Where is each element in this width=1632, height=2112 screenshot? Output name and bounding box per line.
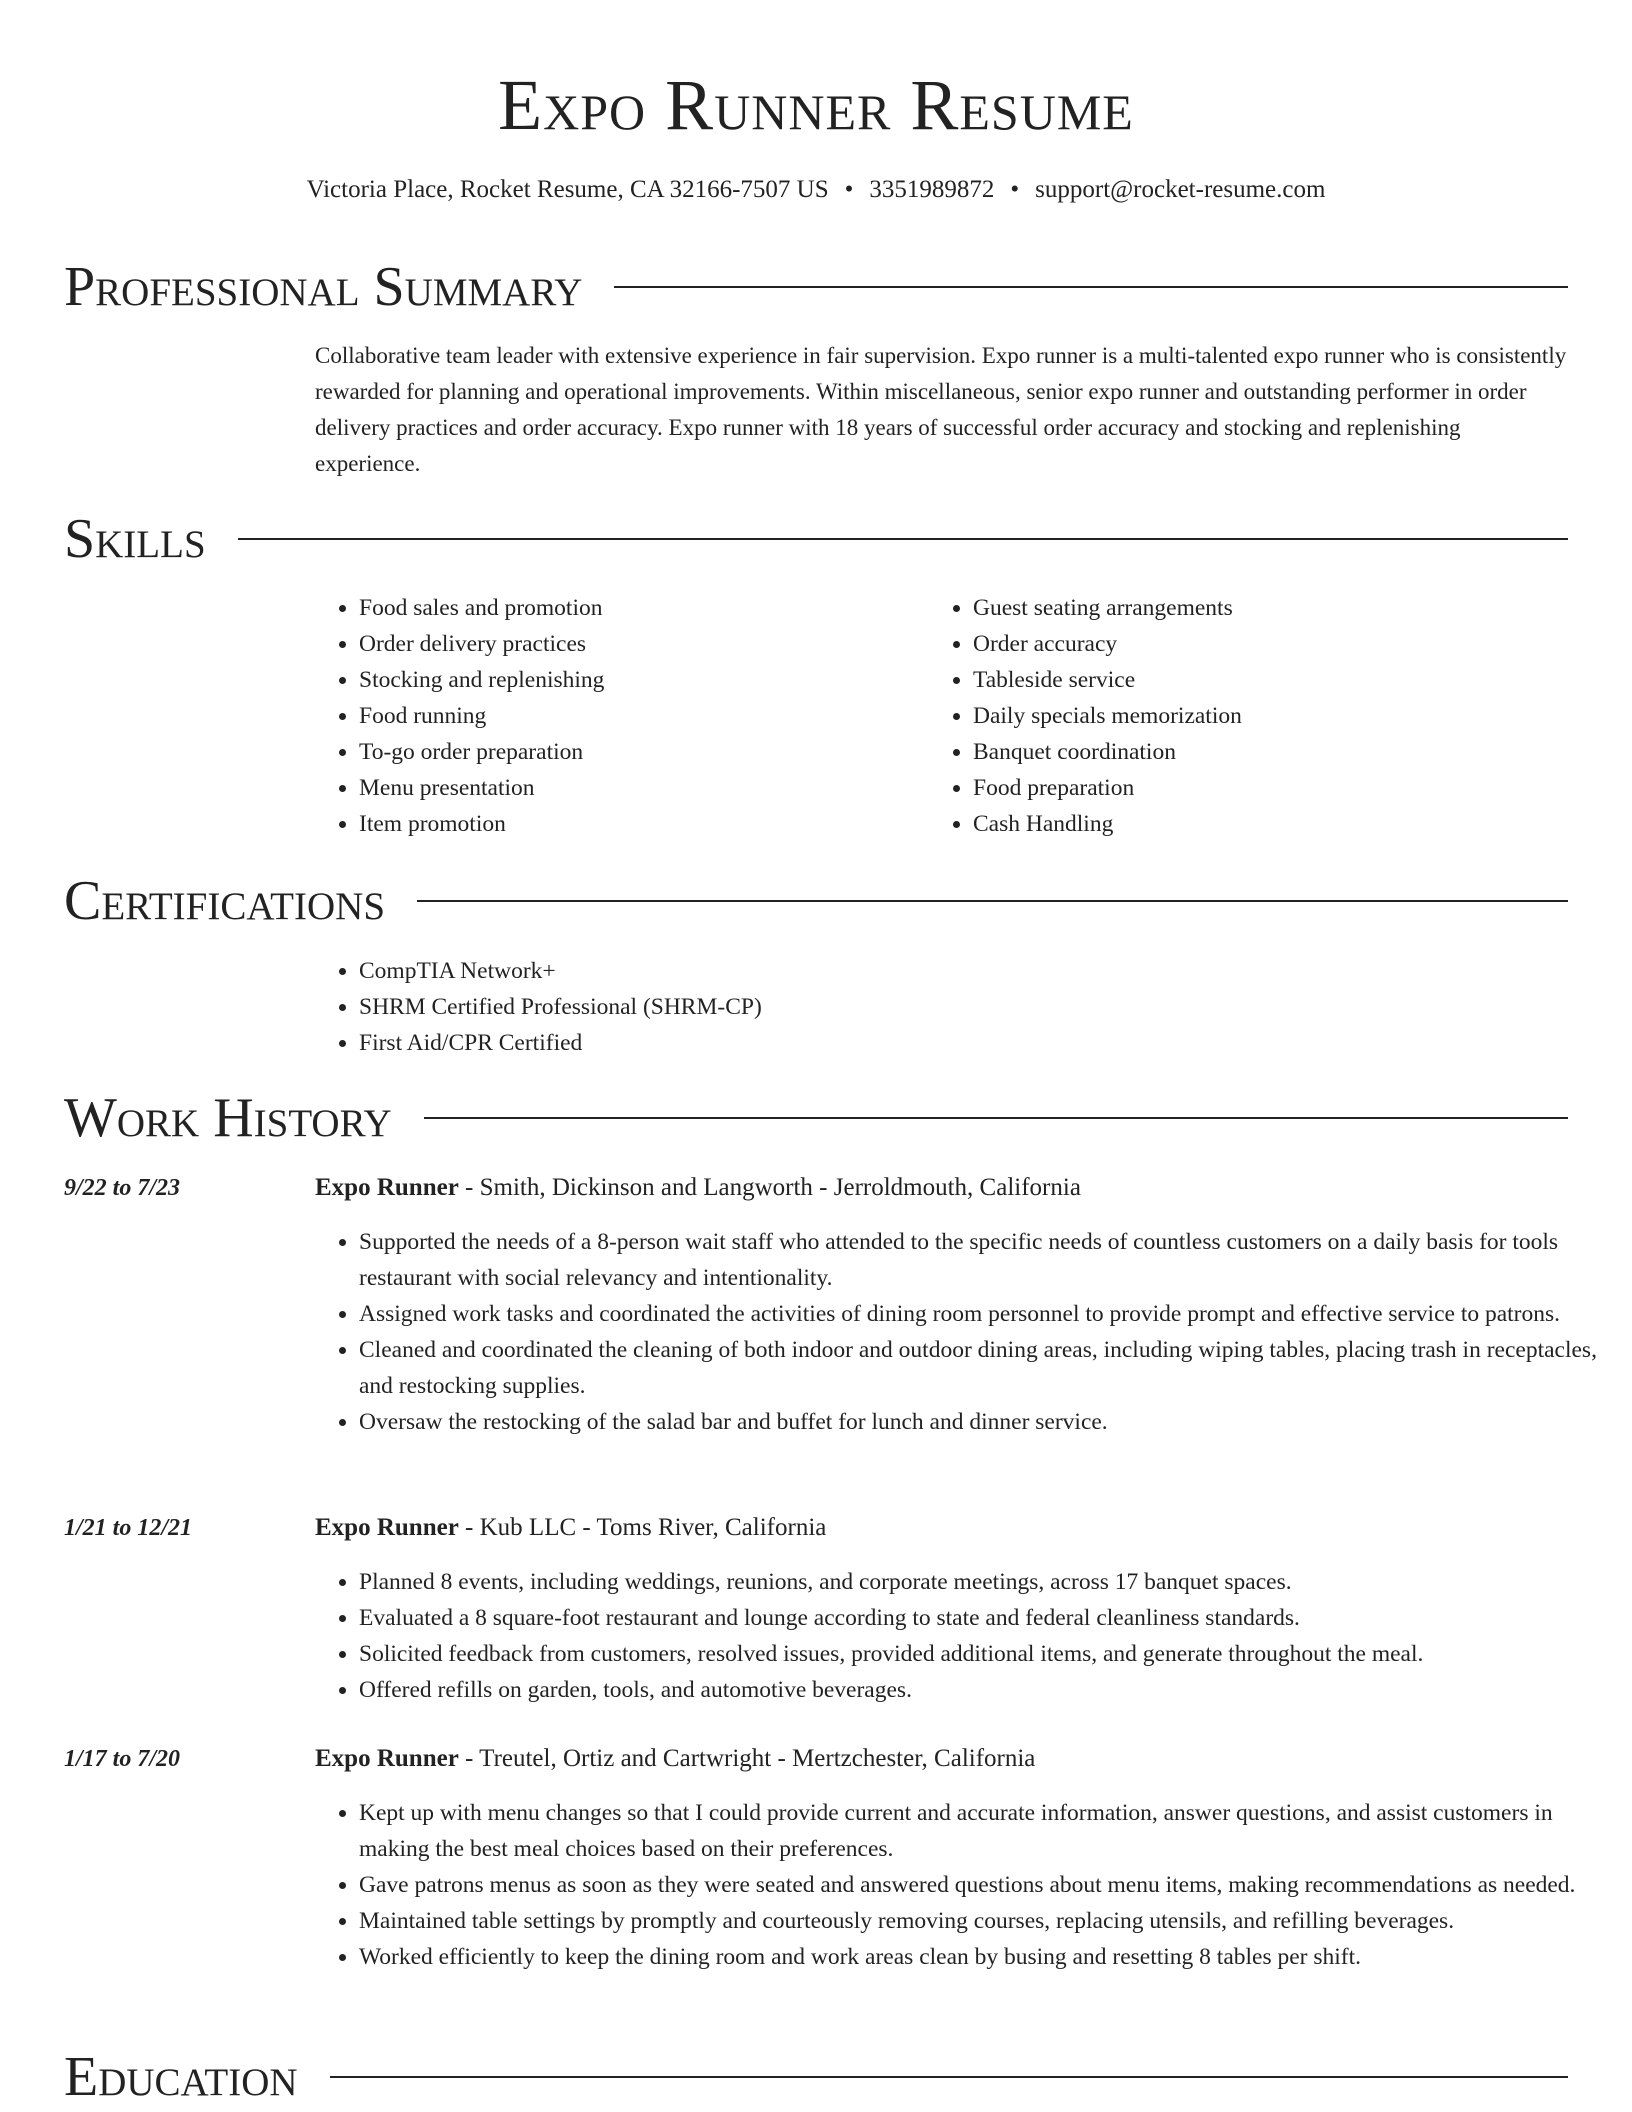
- skill-item: • Daily specials memorization: [973, 698, 1489, 734]
- job-title: Expo Runner: [315, 1745, 459, 1772]
- job-bullet: • Maintained table settings by promptly and courteously removing courses, replacing utensils, and refilling beverages.: [359, 1903, 1612, 1939]
- job-bullet: • Evaluated a 8 square-foot restaurant and lounge according to state and federal cleanliness standards.: [359, 1600, 1612, 1636]
- job-bullet: • Cleaned and coordinated the cleaning of both indoor and outdoor dining areas, including wiping tables, placing trash in receptacles, and restocking supplies.: [359, 1332, 1612, 1404]
- job-heading: [315, 1741, 1035, 1777]
- skills-list: [315, 590, 875, 842]
- job-bullet: • Offered refills on garden, tools, and automotive beverages.: [359, 1672, 1612, 1708]
- skill-item: • Food preparation: [973, 770, 1489, 806]
- job-title: Expo Runner: [315, 1174, 459, 1201]
- skill-item: • Order accuracy: [973, 626, 1489, 662]
- job-entry: [64, 1741, 1576, 2021]
- skills-column-right: [929, 590, 1489, 842]
- job-bullet: • Gave patrons menus as soon as they were seated and answered questions about menu items, making recommendations as needed.: [359, 1867, 1612, 1903]
- section-divider: [614, 286, 1568, 288]
- section-heading: Certifications: [64, 870, 386, 932]
- job-entry: [64, 1170, 1597, 1480]
- job-heading: [315, 1170, 1081, 1206]
- skill-item: • Menu presentation: [359, 770, 875, 806]
- summary-text: Collaborative team leader with extensive experience in fair supervision. Expo runner is a multi-talented expo runner who is consistently rewarded for planning and operational improvements. Within miscellaneous, senior expo runner and outstanding performer in order delivery practices and order accuracy. Expo runner with 18 years of successful order accuracy and stocking and replenishing experience.: [315, 343, 1567, 476]
- section-divider: [238, 538, 1568, 540]
- job-bullets: [315, 1795, 1612, 1975]
- section-heading: Work History: [64, 1087, 392, 1149]
- skill-item: • Order delivery practices: [359, 626, 875, 662]
- job-bullet: • Worked efficiently to keep the dining room and work areas clean by busing and resetting 8 tables per shift.: [359, 1939, 1612, 1975]
- job-bullet: • Assigned work tasks and coordinated the activities of dining room personnel to provide prompt and effective service to patrons.: [359, 1296, 1612, 1332]
- section-divider: [330, 2076, 1568, 2078]
- job-details: - Kub LLC - Toms River, California: [458, 1514, 827, 1541]
- certification-item: • First Aid/CPR Certified: [359, 1025, 1115, 1061]
- job-dates: 9/22 to 7/23: [64, 1175, 181, 1201]
- job-details: - Smith, Dickinson and Langworth - Jerroldmouth, California: [458, 1174, 1081, 1201]
- contact-separator: •: [1010, 176, 1020, 203]
- section-heading: Professional Summary: [64, 256, 583, 318]
- section-skills: [64, 504, 1568, 574]
- resume-title: Expo Runner Resume: [498, 65, 1134, 145]
- job-details: - Treutel, Ortiz and Cartwright - Mertzchester, California: [458, 1745, 1036, 1772]
- skill-item: • Banquet coordination: [973, 734, 1489, 770]
- section-heading: Skills: [64, 508, 206, 570]
- certification-item: • SHRM Certified Professional (SHRM-CP): [359, 989, 1115, 1025]
- skill-item: • Food sales and promotion: [359, 590, 875, 626]
- certification-item: • CompTIA Network+: [359, 953, 1115, 989]
- skill-item: • Item promotion: [359, 806, 875, 842]
- job-bullet: • Oversaw the restocking of the salad bar and buffet for lunch and dinner service.: [359, 1404, 1612, 1440]
- job-heading: [315, 1510, 826, 1546]
- skill-item: • Cash Handling: [973, 806, 1489, 842]
- contact-phone: 3351989872: [869, 176, 995, 203]
- job-dates: 1/17 to 7/20: [64, 1746, 181, 1772]
- job-bullet: • Solicited feedback from customers, resolved issues, provided additional items, and generate throughout the meal.: [359, 1636, 1612, 1672]
- section-divider: [417, 900, 1568, 902]
- contact-email: support@rocket-resume.com: [1035, 176, 1326, 203]
- skills-list: [929, 590, 1489, 842]
- skill-item: • Food running: [359, 698, 875, 734]
- certifications-list: [315, 953, 1115, 1061]
- job-bullet: • Supported the needs of a 8-person wait staff who attended to the specific needs of countless customers on a daily basis for tools restaurant with social relevancy and intentionality.: [359, 1224, 1612, 1296]
- section-certifications: [64, 866, 1568, 936]
- job-entry: [64, 1510, 1568, 1710]
- skill-item: • To-go order preparation: [359, 734, 875, 770]
- job-bullet: • Planned 8 events, including weddings, reunions, and corporate meetings, across 17 banquet spaces.: [359, 1564, 1612, 1600]
- section-work-history: [64, 1083, 1568, 1153]
- skill-item: • Guest seating arrangements: [973, 590, 1489, 626]
- section-education: [64, 2042, 1568, 2112]
- job-bullets: [315, 1224, 1612, 1440]
- skill-item: • Tableside service: [973, 662, 1489, 698]
- section-heading: Education: [64, 2046, 298, 2108]
- section-divider: [424, 1117, 1568, 1119]
- skills-column-left: [315, 590, 875, 842]
- contact-line: [0, 172, 1632, 208]
- job-bullets: [315, 1564, 1612, 1708]
- job-dates: 1/21 to 12/21: [64, 1515, 193, 1541]
- contact-address: Victoria Place, Rocket Resume, CA 32166-7507 US: [306, 176, 829, 203]
- job-title: Expo Runner: [315, 1514, 459, 1541]
- skill-item: • Stocking and replenishing: [359, 662, 875, 698]
- job-bullet: • Kept up with menu changes so that I could provide current and accurate information, answer questions, and assist customers in making the best meal choices based on their preferences.: [359, 1795, 1612, 1867]
- section-professional-summary: [64, 252, 1568, 322]
- certifications-block: [315, 953, 1115, 1061]
- contact-separator: •: [844, 176, 854, 203]
